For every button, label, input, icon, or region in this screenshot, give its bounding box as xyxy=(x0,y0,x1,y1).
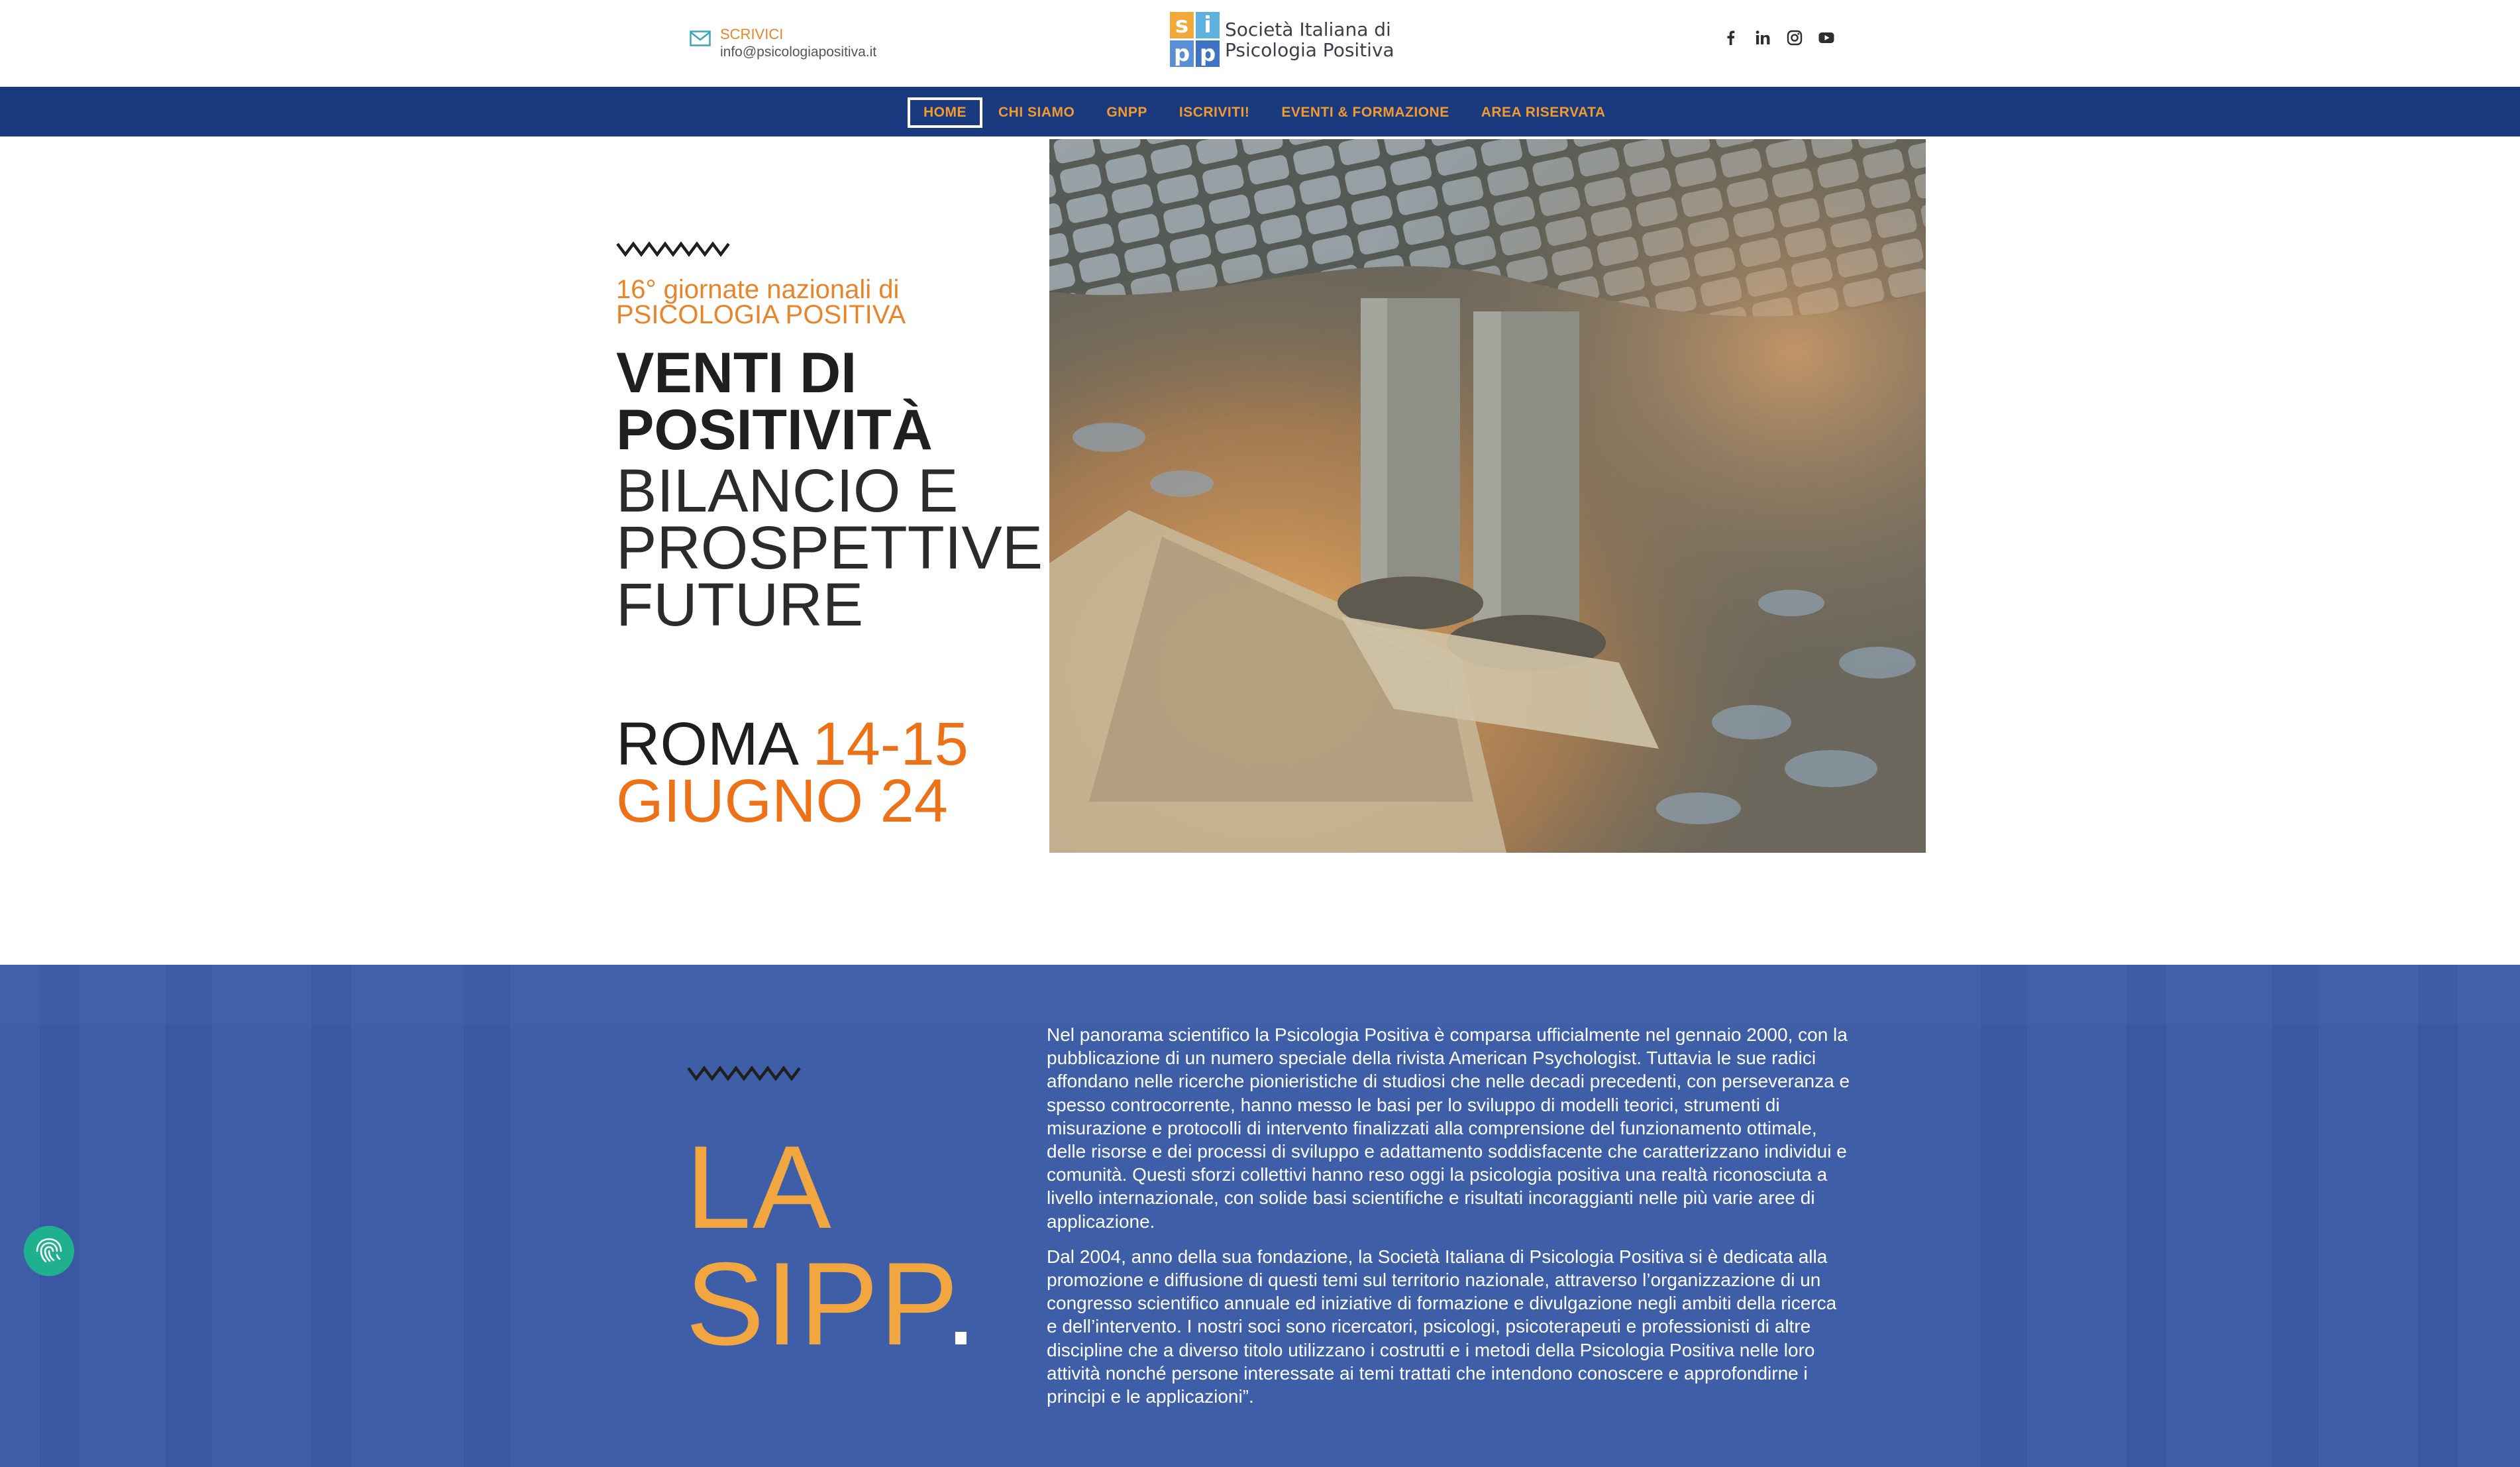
fingerprint-icon xyxy=(32,1234,66,1268)
facebook-icon[interactable] xyxy=(1722,29,1740,46)
logo-letter: p xyxy=(1170,40,1194,67)
logo-letter: p xyxy=(1196,40,1220,67)
zigzag-decoration xyxy=(687,1064,801,1083)
hero-image xyxy=(1049,139,1926,853)
event-month: GIUGNO 24 xyxy=(616,767,949,835)
linkedin-icon[interactable] xyxy=(1754,29,1771,46)
mail-icon xyxy=(690,30,711,46)
about-paragraph-1: Nel panorama scientifico la Psicologia Positiva è comparsa ufficialmente nel gennaio 2000, con la pubblicazione di un numero speciale della rivista American Psychologist. Tuttavia le sue radici affondano nelle ricerche pionieristiche di studiosi che nelle decadi precedenti, con perseveranza e spesso controcorrente, hanno messo le basi per lo sviluppo di modelli teorici, strumenti di misurazione e protocolli di intervento finalizzati alla comprensione del funzionamento ottimale, delle risorse e dei processi di sviluppo e adattamento soddisfacente che caratterizzano individui e comunità. Questi sforzi collettivi hanno reso oggi la psicologia positiva una realtà riconosciuta a livello internazionale, con solide basi scientifiche e risultati incoraggianti nelle più varie aree di applicazione. xyxy=(1047,1024,1850,1232)
about-title-line-2: SIPP xyxy=(686,1238,945,1370)
youtube-icon[interactable] xyxy=(1818,29,1835,46)
hero-subtitle: 16° giornate nazionali di PSICOLOGIA POSITIVA xyxy=(616,275,906,329)
event-days: 14-15 xyxy=(812,710,969,778)
nav-item-chi-siamo[interactable]: CHI SIAMO xyxy=(998,105,1075,120)
hero-tagline: BILANCIO E PROSPETTIVE FUTURE xyxy=(616,457,1043,639)
logo-line-1: Società Italiana di xyxy=(1225,18,1391,40)
zigzag-decoration xyxy=(616,240,730,258)
hero-title: VENTI DI POSITIVITÀ xyxy=(616,341,933,462)
logo-text xyxy=(1225,19,1394,60)
main-nav xyxy=(0,87,2520,136)
title-dot: . xyxy=(944,1238,979,1370)
contact-link[interactable] xyxy=(690,25,876,61)
contact-label: SCRIVICI xyxy=(720,26,784,42)
about-section xyxy=(0,965,2520,1467)
about-text xyxy=(1047,1023,1852,1420)
contact-email[interactable]: info@psicologiapositiva.it xyxy=(720,44,877,60)
nav-item-home[interactable]: HOME xyxy=(908,97,982,128)
nav-item-iscriviti[interactable]: ISCRIVITI! xyxy=(1179,105,1250,120)
logo-letter: i xyxy=(1196,12,1220,38)
about-title xyxy=(686,1121,979,1370)
nav-item-gnpp[interactable]: GNPP xyxy=(1106,105,1147,120)
event-city: ROMA xyxy=(616,710,796,778)
about-title-line-1: LA xyxy=(686,1121,833,1253)
event-date xyxy=(616,710,1040,835)
nav-item-area-riservata[interactable]: AREA RISERVATA xyxy=(1481,105,1606,120)
logo-letter: s xyxy=(1170,12,1194,38)
logo-mark xyxy=(1170,12,1220,67)
logo-line-2: Psicologia Positiva xyxy=(1225,38,1394,61)
top-header xyxy=(0,0,2520,87)
about-paragraph-2: Dal 2004, anno della sua fondazione, la Società Italiana di Psicologia Positiva si è dedicata alla promozione e diffusione di questi temi sul territorio nazionale, attraverso l’organizzazione di un congresso scientifico annuale ed iniziative di formazione e divulgazione negli ambiti della ricerca e dell’intervento. I nostri soci sono ricercatori, psicologi, psicoterapeuti e professionisti di altre discipline che a diverso titolo utilizzano i costrutti e i metodi della Psicologia Positiva nelle loro attività nonché persone interessate ai temi trattati che intendono conoscere e approfondirne i principi e le applicazioni”. xyxy=(1047,1246,1837,1407)
nav-menu xyxy=(908,97,1622,128)
instagram-icon[interactable] xyxy=(1786,29,1803,46)
nav-item-eventi-formazione[interactable]: EVENTI & FORMAZIONE xyxy=(1281,105,1449,120)
cookie-settings-button[interactable] xyxy=(24,1226,74,1276)
site-logo[interactable] xyxy=(1170,12,1394,67)
social-links xyxy=(1722,29,1835,46)
